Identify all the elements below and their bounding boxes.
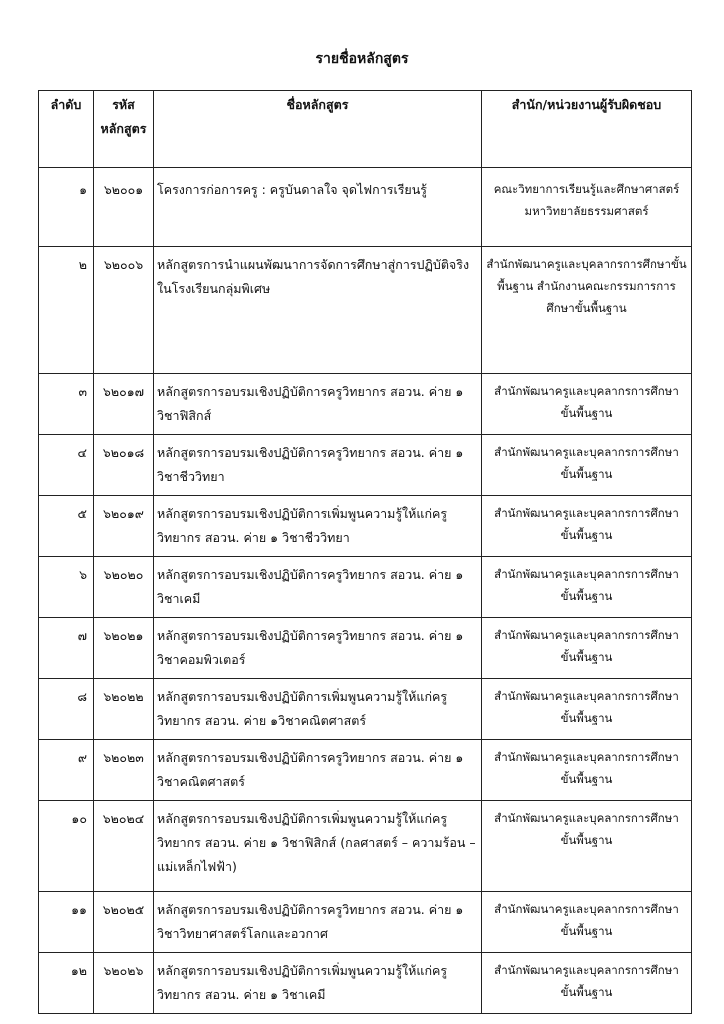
- header-row: [39, 91, 692, 168]
- responsible-office: สำนักพัฒนาครูและบุคลากรการศึกษา ขั้นพื้นฐาน: [482, 801, 692, 892]
- table-row: [39, 679, 692, 740]
- table-row: [39, 435, 692, 496]
- row-number: ๘: [39, 679, 94, 740]
- course-name: หลักสูตรการอบรมเชิงปฏิบัติการครูวิทยากร สอวน. ค่าย ๑ วิชาคณิตศาสตร์: [154, 740, 482, 801]
- course-code: ๖๒๐๒๑: [94, 618, 154, 679]
- table-row: [39, 618, 692, 679]
- responsible-office: สำนักพัฒนาครูและบุคลากรการศึกษา ขั้นพื้นฐาน: [482, 496, 692, 557]
- table-row: [39, 496, 692, 557]
- responsible-office: สำนักพัฒนาครูและบุคลากรการศึกษา ขั้นพื้นฐาน: [482, 435, 692, 496]
- responsible-office: สำนักพัฒนาครูและบุคลากรการศึกษา ขั้นพื้นฐาน: [482, 953, 692, 1014]
- row-number: ๖: [39, 557, 94, 618]
- table-row: [39, 374, 692, 435]
- course-code: ๖๒๐๒๓: [94, 740, 154, 801]
- row-number: ๓: [39, 374, 94, 435]
- course-code: ๖๒๐๒๖: [94, 953, 154, 1014]
- header-office: สำนัก/หน่วยงานผู้รับผิดชอบ: [482, 91, 692, 168]
- table-row: [39, 168, 692, 247]
- table-row: [39, 953, 692, 1014]
- course-name: หลักสูตรการอบรมเชิงปฏิบัติการเพิ่มพูนความรู้ให้แก่ครูวิทยากร สอวน. ค่าย ๑ วิชาชีววิทยา: [154, 496, 482, 557]
- course-code: ๖๒๐๒๒: [94, 679, 154, 740]
- table-body: [39, 168, 692, 1014]
- responsible-office: สำนักพัฒนาครูและบุคลากรการศึกษา ขั้นพื้นฐาน: [482, 557, 692, 618]
- header-code: [94, 91, 154, 168]
- course-code: ๖๒๐๐๖: [94, 247, 154, 374]
- course-code: ๖๒๐๐๑: [94, 168, 154, 247]
- responsible-office: สำนักพัฒนาครูและบุคลากรการศึกษา ขั้นพื้นฐาน: [482, 374, 692, 435]
- course-code: ๖๒๐๒๐: [94, 557, 154, 618]
- course-name: หลักสูตรการอบรมเชิงปฏิบัติการครูวิทยากร สอวน. ค่าย ๑ วิชาเคมี: [154, 557, 482, 618]
- header-order: ลำดับ: [39, 91, 94, 168]
- table-row: [39, 892, 692, 953]
- course-table: [38, 90, 692, 1014]
- course-name: หลักสูตรการอบรมเชิงปฏิบัติการครูวิทยากร สอวน. ค่าย ๑ วิชาชีววิทยา: [154, 435, 482, 496]
- course-code: ๖๒๐๒๔: [94, 801, 154, 892]
- course-name: หลักสูตรการอบรมเชิงปฏิบัติการเพิ่มพูนความรู้ให้แก่ครูวิทยากร สอวน. ค่าย ๑ วิชาเคมี: [154, 953, 482, 1014]
- table-row: [39, 247, 692, 374]
- responsible-office: สำนักพัฒนาครูและบุคลากรการศึกษา ขั้นพื้นฐาน: [482, 740, 692, 801]
- row-number: ๑: [39, 168, 94, 247]
- responsible-office: สำนักพัฒนาครูและบุคลากรการศึกษา ขั้นพื้นฐาน: [482, 679, 692, 740]
- course-code: ๖๒๐๑๙: [94, 496, 154, 557]
- course-code: ๖๒๐๑๘: [94, 435, 154, 496]
- row-number: ๔: [39, 435, 94, 496]
- course-code: ๖๒๐๑๗: [94, 374, 154, 435]
- course-code: ๖๒๐๒๕: [94, 892, 154, 953]
- responsible-office: สำนักพัฒนาครูและบุคลากรการศึกษา ขั้นพื้นฐาน: [482, 618, 692, 679]
- page-title: รายชื่อหลักสูตร: [315, 51, 409, 67]
- course-name: หลักสูตรการอบรมเชิงปฏิบัติการเพิ่มพูนความรู้ให้แก่ครูวิทยากร สอวน. ค่าย ๑ วิชาฟิสิกส์ (กลศาสตร์ – ความร้อน – แม่เหล็กไฟฟ้า): [154, 801, 482, 892]
- header-code-line1: รหัส: [112, 97, 135, 112]
- responsible-office: สำนักพัฒนาครูและบุคลากรการศึกษาขั้นพื้นฐาน สำนักงานคณะกรรมการการศึกษาขั้นพื้นฐาน: [482, 247, 692, 374]
- responsible-office: คณะวิทยาการเรียนรู้และศึกษาศาสตร์ มหาวิทยาลัยธรรมศาสตร์: [482, 168, 692, 247]
- row-number: ๒: [39, 247, 94, 374]
- row-number: ๗: [39, 618, 94, 679]
- table-row: [39, 740, 692, 801]
- row-number: ๑๑: [39, 892, 94, 953]
- course-name: หลักสูตรการนำแผนพัฒนาการจัดการศึกษาสู่การปฏิบัติจริง ในโรงเรียนกลุ่มพิเศษ: [154, 247, 482, 374]
- responsible-office: สำนักพัฒนาครูและบุคลากรการศึกษา ขั้นพื้นฐาน: [482, 892, 692, 953]
- header-code-line2: หลักสูตร: [100, 121, 147, 136]
- header-name: ชื่อหลักสูตร: [154, 91, 482, 168]
- course-name: หลักสูตรการอบรมเชิงปฏิบัติการเพิ่มพูนความรู้ให้แก่ครูวิทยากร สอวน. ค่าย ๑วิชาคณิตศาสตร์: [154, 679, 482, 740]
- table-row: [39, 557, 692, 618]
- course-name: โครงการก่อการครู : ครูบันดาลใจ จุดไฟการเรียนรู้: [154, 168, 482, 247]
- course-name: หลักสูตรการอบรมเชิงปฏิบัติการครูวิทยากร สอวน. ค่าย ๑ วิชาคอมพิวเตอร์: [154, 618, 482, 679]
- course-name: หลักสูตรการอบรมเชิงปฏิบัติการครูวิทยากร สอวน. ค่าย ๑ วิชาวิทยาศาสตร์โลกและอวกาศ: [154, 892, 482, 953]
- row-number: ๑๒: [39, 953, 94, 1014]
- row-number: ๑๐: [39, 801, 94, 892]
- row-number: ๕: [39, 496, 94, 557]
- table-row: [39, 801, 692, 892]
- course-name: หลักสูตรการอบรมเชิงปฏิบัติการครูวิทยากร สอวน. ค่าย ๑ วิชาฟิสิกส์: [154, 374, 482, 435]
- row-number: ๙: [39, 740, 94, 801]
